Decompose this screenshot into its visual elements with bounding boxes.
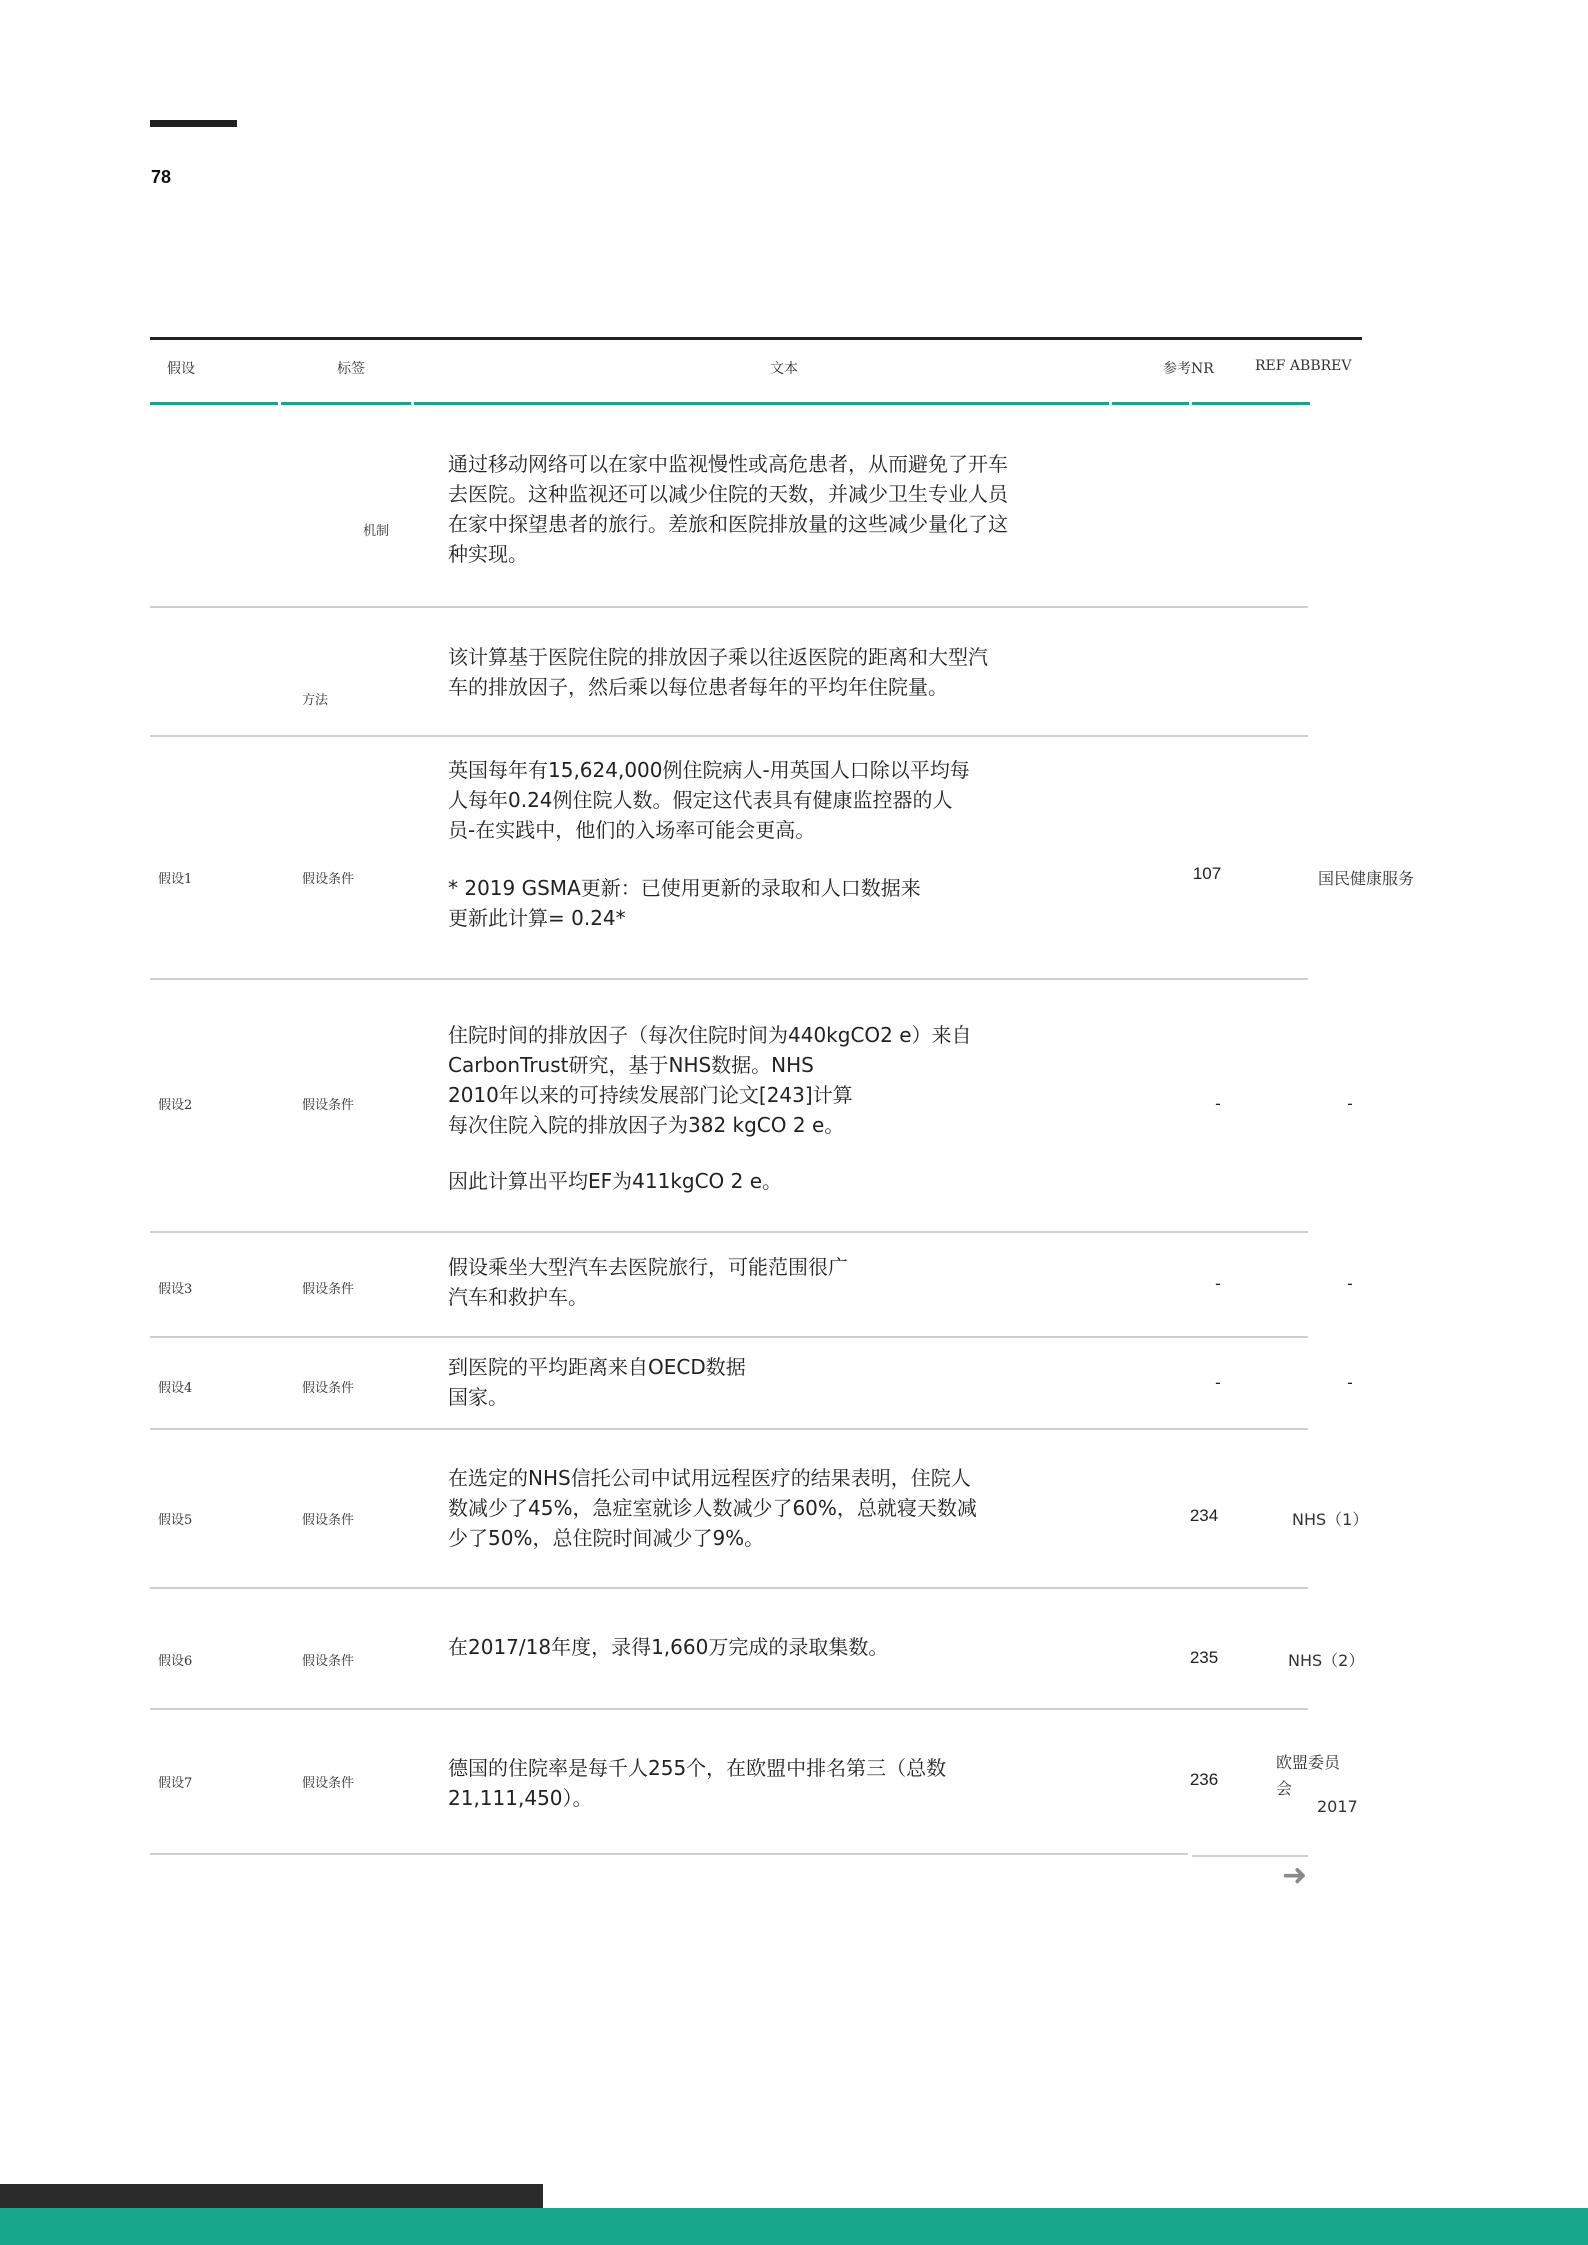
header-rule: [150, 402, 278, 405]
row-ref-nr: 236: [1189, 1770, 1219, 1789]
row-assumption: 假设2: [158, 1098, 193, 1113]
row-divider: [150, 735, 1308, 737]
row-assumption: 假设6: [158, 1654, 193, 1669]
row-divider: [150, 978, 1308, 980]
row-ref-abbrev: NHS（1）: [1292, 1510, 1369, 1529]
row-ref-nr: -: [1215, 1274, 1221, 1293]
footer-dark-bar: [0, 2184, 543, 2210]
row-ref-nr: 234: [1189, 1506, 1219, 1525]
row-ref-abbrev: 欧盟委员 会: [1276, 1753, 1341, 1798]
row-paragraph: 该计算基于医院住院的排放因子乘以往返医院的距离和大型汽 车的排放因子，然后乘以每位患者每年的平均年住院量。: [448, 645, 988, 699]
row-text: [448, 642, 1113, 702]
row-paragraph: 住院时间的排放因子（每次住院时间为440kgCO2 e）来自 CarbonTrust研究，基于NHS数据。NHS 2010年以来的可持续发展部门论文[243]计算 每次住院入院的排放因子为382 kgCO 2 e。: [448, 1023, 972, 1137]
row-text: [448, 1020, 1113, 1196]
row-divider: [1192, 1855, 1308, 1857]
header-rule: [414, 402, 1109, 405]
row-ref-abbrev: NHS（2）: [1288, 1651, 1365, 1670]
arrow-right-icon[interactable]: ➜: [1282, 1858, 1308, 1893]
row-text: [448, 755, 1113, 933]
row-label: 假设条件: [302, 1098, 355, 1113]
row-paragraph: 到医院的平均距离来自OECD数据 国家。: [448, 1355, 746, 1409]
row-paragraph: * 2019 GSMA更新：已使用更新的录取和人口数据来 更新此计算= 0.24*: [448, 876, 921, 930]
row-paragraph: 英国每年有15,624,000例住院病人-用英国人口除以平均每 人每年0.24例住院人数。假定这代表具有健康监控器的人 员-在实践中，他们的入场率可能会更高。: [448, 758, 970, 842]
row-label: 机制: [363, 524, 390, 539]
row-assumption: 假设7: [158, 1776, 193, 1791]
row-label: 假设条件: [302, 1282, 355, 1297]
row-assumption: 假设5: [158, 1513, 193, 1528]
row-ref-nr: 107: [1192, 864, 1222, 883]
row-text: [448, 1352, 1113, 1412]
row-label: 假设条件: [302, 1513, 355, 1528]
row-divider: [150, 1231, 1308, 1233]
row-ref-nr: -: [1215, 1373, 1221, 1392]
row-ref-abbrev: 国民健康服务: [1318, 869, 1415, 888]
row-text: [448, 449, 1113, 569]
row-divider: [150, 606, 1308, 608]
row-ref-abbrev: -: [1347, 1094, 1353, 1113]
page-number: 78: [151, 167, 172, 187]
header-rule: [1112, 402, 1189, 405]
row-ref-abbrev: -: [1347, 1274, 1353, 1293]
header-rule: [1192, 402, 1310, 405]
row-assumption: 假设3: [158, 1282, 193, 1297]
header-ref-nr: 参考NR: [1163, 361, 1214, 377]
footer-green-bar: [0, 2208, 1588, 2245]
row-text: [448, 1252, 1113, 1312]
row-divider: [150, 1708, 1308, 1710]
row-divider: [150, 1853, 1188, 1855]
row-label: 假设条件: [302, 1654, 355, 1669]
row-divider: [150, 1428, 1308, 1430]
row-assumption: 假设1: [158, 872, 193, 887]
row-paragraph: 假设乘坐大型汽车去医院旅行，可能范围很广 汽车和救护车。: [448, 1255, 848, 1309]
row-paragraph: 因此计算出平均EF为411kgCO 2 e。: [448, 1169, 783, 1193]
row-paragraph: 在选定的NHS信托公司中试用远程医疗的结果表明，住院人 数减少了45%，急症室就诊人数减少了60%，总就寝天数减 少了50%，总住院时间减少了9%。: [448, 1466, 977, 1550]
row-divider: [150, 1336, 1308, 1338]
top-rule: [150, 120, 237, 127]
header-text: 文本: [770, 361, 798, 377]
row-paragraph: 德国的住院率是每千人255个，在欧盟中排名第三（总数 21,111,450）。: [448, 1756, 947, 1810]
table-top-rule: [150, 337, 1362, 340]
row-divider: [150, 1587, 1308, 1589]
header-assumption: 假设: [167, 361, 195, 377]
row-ref-nr: -: [1215, 1094, 1221, 1113]
row-ref-abbrev: -: [1347, 1373, 1353, 1392]
row-label: 假设条件: [302, 1776, 355, 1791]
row-paragraph: 在2017/18年度，录得1,660万完成的录取集数。: [448, 1635, 889, 1659]
row-paragraph: 通过移动网络可以在家中监视慢性或高危患者，从而避免了开车 去医院。这种监视还可以减少住院的天数，并减少卫生专业人员 在家中探望患者的旅行。差旅和医院排放量的这些减少量化了这 种实现。: [448, 452, 1008, 566]
row-label: 假设条件: [302, 872, 355, 887]
row-text: [448, 1632, 1113, 1662]
header-ref-abbrev: REF ABBREV: [1255, 358, 1352, 374]
row-label: 方法: [302, 693, 329, 708]
row-text: [448, 1753, 1113, 1813]
row-label: 假设条件: [302, 1381, 355, 1396]
row-ref-nr: 235: [1189, 1648, 1219, 1667]
header-rule: [281, 402, 411, 405]
row-ref-abbrev-year: 2017: [1317, 1797, 1358, 1816]
row-assumption: 假设4: [158, 1381, 193, 1396]
header-label: 标签: [337, 361, 365, 377]
row-text: [448, 1463, 1113, 1553]
